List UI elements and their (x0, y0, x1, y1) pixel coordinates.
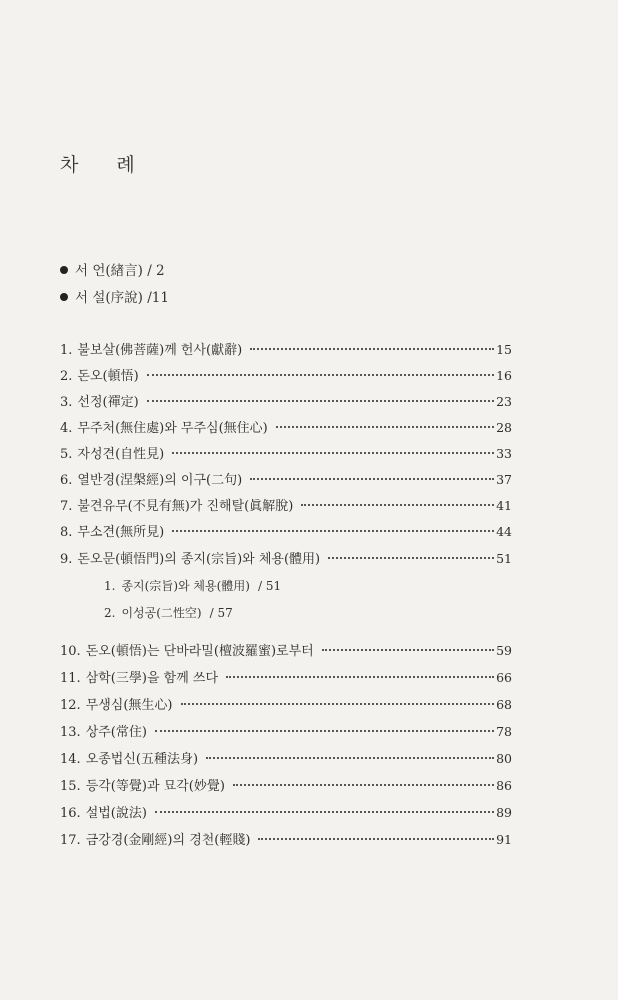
toc-leader-dots (322, 649, 494, 651)
toc-sub-entry (104, 604, 233, 621)
toc-sub-entry (104, 577, 281, 594)
toc-number: 10. (60, 644, 81, 659)
toc-leader-dots (155, 811, 494, 813)
toc-leader-dots (147, 374, 494, 376)
toc-page-number: 16 (496, 368, 512, 383)
toc-number: 5. (60, 447, 73, 462)
toc-leader-dots (172, 530, 494, 532)
toc-entry (60, 443, 512, 462)
toc-leader-dots (226, 676, 494, 678)
toc-entry (60, 802, 512, 821)
toc-number: 4. (60, 421, 73, 436)
toc-sub-page: / 57 (209, 606, 233, 620)
toc-title: 무소견(無所見) (77, 525, 165, 540)
toc-title: 상주(常住) (85, 725, 147, 740)
toc-title: 삼학(三學)을 함께 쓰다 (85, 671, 219, 686)
toc-number: 12. (60, 698, 81, 713)
toc-entry (60, 495, 512, 514)
toc-number: 14. (60, 752, 81, 767)
toc-entry (60, 640, 512, 659)
toc-entry (60, 694, 512, 713)
toc-number: 16. (60, 806, 81, 821)
toc-page-number: 78 (496, 724, 512, 739)
toc-title: 선정(禪定) (77, 395, 139, 410)
toc-title: 돈오(頓悟) (77, 369, 139, 384)
intro-item-label: 서 설(序說) /11 (75, 290, 169, 306)
toc-page-number: 23 (496, 394, 512, 409)
toc-page-number: 41 (496, 498, 512, 513)
toc-leader-dots (258, 838, 494, 840)
intro-item-label: 서 언(緖言) / 2 (75, 263, 165, 279)
toc-page-number: 91 (496, 832, 512, 847)
toc-entry (60, 548, 512, 567)
toc-leader-dots (181, 703, 495, 705)
toc-entry (60, 721, 512, 740)
toc-number: 2. (60, 369, 73, 384)
toc-entry (60, 365, 512, 384)
toc-entry (60, 339, 512, 358)
toc-title: 금강경(金剛經)의 경천(輕賤) (85, 833, 251, 848)
toc-number: 15. (60, 779, 81, 794)
toc-entry (60, 748, 512, 767)
toc-leader-dots (301, 504, 494, 506)
toc-title: 설법(說法) (85, 806, 147, 821)
toc-number: 6. (60, 473, 73, 488)
toc-sub-title: 종지(宗旨)와 체용(體用) (121, 579, 250, 593)
toc-title: 열반경(涅槃經)의 이구(二句) (77, 473, 243, 488)
toc-entry (60, 417, 512, 436)
toc-title: 무주처(無住處)와 무주심(無住心) (77, 421, 268, 436)
toc-leader-dots (172, 452, 494, 454)
intro-item-introduction (60, 286, 169, 306)
toc-page-number: 86 (496, 778, 512, 793)
toc-leader-dots (233, 784, 494, 786)
toc-leader-dots (276, 426, 494, 428)
toc-sub-page: / 51 (257, 579, 282, 593)
bullet-icon (60, 266, 68, 274)
bullet-icon (60, 293, 68, 301)
toc-page-number: 80 (496, 751, 512, 766)
toc-title: 무생심(無生心) (85, 698, 173, 713)
toc-entry (60, 521, 512, 540)
toc-title: 돈오문(頓悟門)의 종지(宗旨)와 체용(體用) (77, 552, 321, 567)
toc-number: 7. (60, 499, 73, 514)
toc-page-number: 28 (496, 420, 512, 435)
toc-page-number: 15 (496, 342, 512, 357)
toc-number: 3. (60, 395, 73, 410)
toc-page-number: 89 (496, 805, 512, 820)
toc-number: 1. (60, 343, 73, 358)
toc-title: 불보살(佛菩薩)께 헌사(獻辭) (77, 343, 243, 358)
toc-sub-number: 2. (104, 606, 116, 620)
toc-title: 등각(等覺)과 묘각(妙覺) (85, 779, 225, 794)
toc-sub-number: 1. (104, 579, 116, 593)
toc-page-number: 66 (496, 670, 512, 685)
toc-entry (60, 667, 512, 686)
toc-title: 불견유무(不見有無)가 진해탈(眞解脫) (77, 499, 294, 514)
toc-number: 11. (60, 671, 81, 686)
toc-title: 오종법신(五種法身) (85, 752, 199, 767)
toc-page-number: 37 (496, 472, 512, 487)
toc-entry (60, 469, 512, 488)
toc-sub-title: 이성공(二性空) (121, 606, 202, 620)
toc-page-number: 59 (496, 643, 512, 658)
toc-page-number: 44 (496, 524, 512, 539)
toc-page-number: 68 (496, 697, 512, 712)
toc-entry (60, 829, 512, 848)
toc-leader-dots (250, 478, 494, 480)
toc-page-number: 51 (496, 551, 512, 566)
toc-leader-dots (206, 757, 494, 759)
toc-title: 돈오(頓悟)는 단바라밀(檀波羅蜜)로부터 (85, 644, 314, 659)
toc-entry (60, 391, 512, 410)
toc-title: 자성견(自性見) (77, 447, 165, 462)
toc-number: 17. (60, 833, 81, 848)
toc-number: 8. (60, 525, 73, 540)
page-title: 차 례 (60, 154, 151, 176)
toc-entry (60, 775, 512, 794)
toc-page-number: 33 (496, 446, 512, 461)
intro-item-preface (60, 259, 165, 279)
toc-number: 9. (60, 552, 73, 567)
toc-number: 13. (60, 725, 81, 740)
toc-leader-dots (250, 348, 494, 350)
toc-leader-dots (155, 730, 494, 732)
toc-leader-dots (147, 400, 494, 402)
toc-leader-dots (328, 557, 494, 559)
